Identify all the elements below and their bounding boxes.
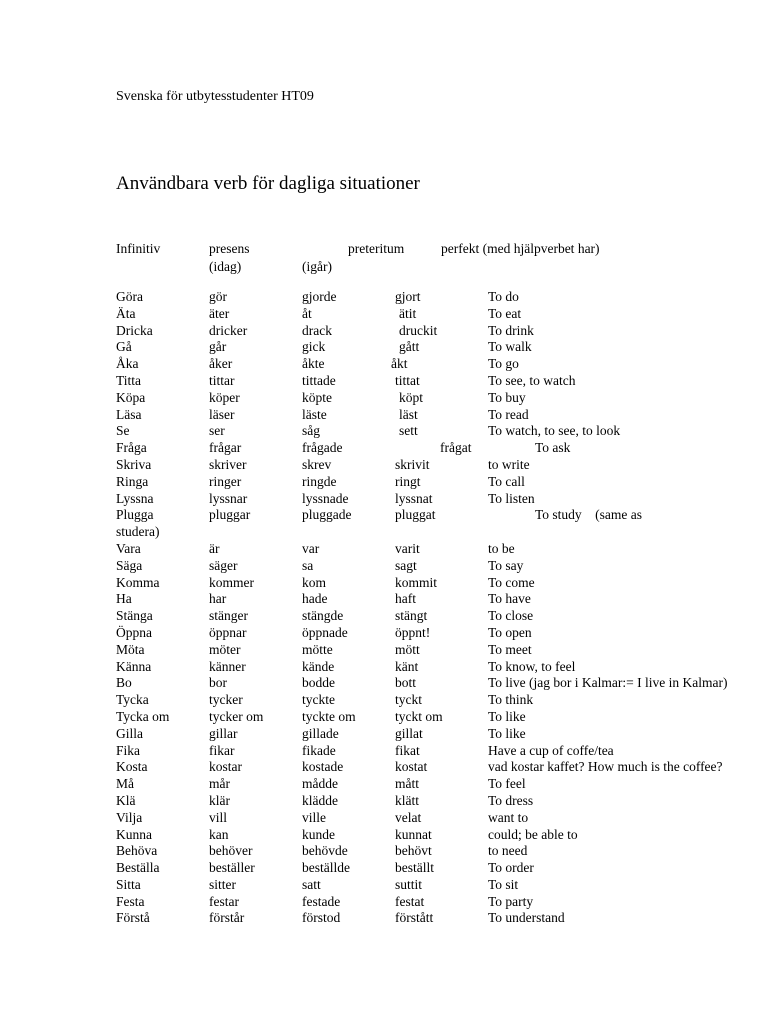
verb-cell-inf: Titta <box>116 372 142 388</box>
verb-cell-inf: Må <box>116 776 134 792</box>
verb-cell-eng: To sit <box>488 876 519 892</box>
verb-cell-inf: Dricka <box>116 322 153 338</box>
verb-row <box>0 356 768 373</box>
verb-cell-pres: förstår <box>209 910 245 926</box>
verb-cell-eng: To drink <box>488 322 534 338</box>
verb-cell-pres: känner <box>209 658 246 674</box>
verb-row <box>0 491 768 508</box>
verb-cell-perf: kunnat <box>395 826 432 842</box>
verb-row <box>0 860 768 877</box>
verb-cell-perf: pluggat <box>395 507 436 523</box>
verb-cell-inf: Gilla <box>116 725 143 741</box>
verb-row <box>0 759 768 776</box>
verb-cell-pret: klädde <box>302 792 338 808</box>
verb-row <box>0 474 768 491</box>
verb-cell-inf: Äta <box>116 305 136 321</box>
verb-cell-pret: mådde <box>302 776 338 792</box>
verb-row <box>0 877 768 894</box>
verb-cell-eng: To buy <box>488 389 526 405</box>
verb-cell-perf: sett <box>399 423 418 439</box>
verb-cell-pres: ringer <box>209 473 242 489</box>
verb-cell-inf: Tycka om <box>116 708 170 724</box>
verb-row <box>0 625 768 642</box>
verb-cell-pres: frågar <box>209 440 242 456</box>
verb-row <box>0 440 768 457</box>
verb-cell-perf: kommit <box>395 574 438 590</box>
verb-cell-inf: Vilja <box>116 809 143 825</box>
verb-cell-perf: ätit <box>399 305 417 321</box>
verb-cell-perf: mött <box>395 641 420 657</box>
verb-cell-pres: kan <box>209 826 229 842</box>
verb-cell-pres: stänger <box>209 608 248 624</box>
verb-row-continuation <box>0 524 768 541</box>
verb-cell-inf: Stänga <box>116 608 153 624</box>
verb-cell-inf: Plugga <box>116 507 154 523</box>
verb-cell-pres: festar <box>209 893 239 909</box>
verb-row <box>0 407 768 424</box>
verb-cell-eng: To like <box>488 725 526 741</box>
verb-cell-eng: to need <box>488 843 528 859</box>
verb-cell-perf: frågat <box>440 440 472 456</box>
header-preteritum: preteritum <box>348 241 405 256</box>
verb-cell-inf: Lyssna <box>116 490 154 506</box>
verb-row <box>0 692 768 709</box>
verb-cell-perf: mått <box>395 776 419 792</box>
verb-row <box>0 390 768 407</box>
verb-cell-perf: läst <box>399 406 418 422</box>
verb-cell-perf: behövt <box>395 843 432 859</box>
verb-cell-pret: bodde <box>302 675 335 691</box>
verb-cell-perf: klätt <box>395 792 419 808</box>
verb-cell-pres: kostar <box>209 759 242 775</box>
verb-cell-pres: gör <box>209 289 227 304</box>
verb-cell-perf: tyckt <box>395 692 422 708</box>
verb-cell-pret: ringde <box>302 473 337 489</box>
verb-row <box>0 507 768 524</box>
verb-cell-pret: beställde <box>302 860 350 876</box>
verb-cell-pret: sa <box>302 557 314 573</box>
verb-cell-pres: ser <box>209 423 225 439</box>
verb-cell-pres: fikar <box>209 742 235 758</box>
verb-row <box>0 675 768 692</box>
verb-row <box>0 810 768 827</box>
verb-cell-eng: To think <box>488 692 534 708</box>
verb-cell-inf: Kosta <box>116 759 148 775</box>
verb-cell-eng: To come <box>488 574 535 590</box>
verb-cell-eng: To live (jag bor i Kalmar:= I live in Kalmar) <box>488 675 728 691</box>
verb-cell-pres: har <box>209 591 227 607</box>
verb-cell-inf: Fika <box>116 742 141 758</box>
verb-cell-pres: dricker <box>209 322 248 338</box>
verb-cell-eng: Have a cup of coffe/tea <box>488 742 614 758</box>
verb-cell-pres: klär <box>209 792 230 808</box>
verb-cell-pret: öppnade <box>302 624 348 640</box>
verb-cell-pret: stängde <box>302 608 344 624</box>
verb-cell-perf: beställt <box>395 860 434 876</box>
verb-cell-pret: gick <box>302 339 326 355</box>
verb-cell-pret: lyssnade <box>302 490 349 506</box>
verb-cell-eng: To feel <box>488 776 526 792</box>
verb-cell-pres: skriver <box>209 456 247 472</box>
verb-cell-perf: gått <box>399 339 420 355</box>
verb-cell-pres: bor <box>209 675 227 691</box>
verb-cell-inf: Vara <box>116 540 141 556</box>
verb-cell-eng: want to <box>488 809 529 825</box>
verb-cell-pres: möter <box>209 641 241 657</box>
verb-cell-eng: To go <box>488 356 519 372</box>
verb-row <box>0 323 768 340</box>
verb-cell-pres: pluggar <box>209 507 251 523</box>
verb-cell-continuation: studera) <box>116 524 160 540</box>
verb-row <box>0 373 768 390</box>
header-preteritum-sub: (igår) <box>302 259 332 274</box>
header-infinitiv: Infinitiv <box>116 241 161 256</box>
verb-cell-inf: Ha <box>116 591 132 607</box>
verb-cell-eng: To like <box>488 708 526 724</box>
verb-row <box>0 659 768 676</box>
verb-row <box>0 289 768 306</box>
verb-row <box>0 339 768 356</box>
verb-cell-inf: Åka <box>116 356 139 372</box>
verb-cell-pres: tycker om <box>209 708 264 724</box>
verb-cell-pret: förstod <box>302 910 341 926</box>
verb-cell-pret: var <box>302 540 320 556</box>
verb-cell-eng: To know, to feel <box>488 658 576 674</box>
verb-row <box>0 541 768 558</box>
verb-cell-perf: varit <box>395 540 420 556</box>
verb-cell-pret: satt <box>302 876 321 892</box>
verb-row <box>0 306 768 323</box>
verb-cell-eng: To listen <box>488 490 535 506</box>
verb-cell-eng: To order <box>488 860 534 876</box>
verb-cell-eng: To say <box>488 557 524 573</box>
verb-cell-pres: åker <box>209 356 233 372</box>
verb-row <box>0 575 768 592</box>
verb-cell-pres: vill <box>209 809 228 825</box>
verb-cell-pret: kom <box>302 574 327 590</box>
verb-row <box>0 827 768 844</box>
verb-cell-pret: hade <box>302 591 328 607</box>
verb-cell-eng: To close <box>488 608 534 624</box>
verb-row <box>0 776 768 793</box>
header-presens: presens <box>209 241 250 256</box>
verb-cell-inf: Gå <box>116 339 132 355</box>
verb-cell-pret: kostade <box>302 759 344 775</box>
verb-cell-perf: suttit <box>395 876 423 892</box>
verb-cell-pret: gillade <box>302 725 339 741</box>
verb-cell-eng: To watch, to see, to look <box>488 423 621 439</box>
verb-row <box>0 726 768 743</box>
verb-cell-inf: Förstå <box>116 910 150 926</box>
verb-cell-pret: festade <box>302 893 341 909</box>
verb-cell-pres: lyssnar <box>209 490 248 506</box>
verb-cell-pret: tittade <box>302 372 336 388</box>
verb-cell-pret: tyckte om <box>302 708 356 724</box>
verb-cell-eng: To read <box>488 406 529 422</box>
verb-cell-inf: Festa <box>116 893 145 909</box>
verb-cell-inf: Öppna <box>116 624 152 640</box>
verb-row <box>0 894 768 911</box>
verb-cell-perf: gillat <box>395 725 423 741</box>
verb-cell-pret: behövde <box>302 843 348 859</box>
verb-cell-inf: Möta <box>116 641 145 657</box>
verb-row <box>0 591 768 608</box>
verb-cell-pres: är <box>209 540 220 556</box>
verb-cell-perf: tittat <box>395 372 420 388</box>
verb-cell-pret: ville <box>302 809 326 825</box>
verb-cell-perf: stängt <box>395 608 428 624</box>
header-perfekt: perfekt (med hjälpverbet har) <box>441 241 600 256</box>
verb-cell-inf: Kunna <box>116 826 152 842</box>
verb-cell-perf: lyssnat <box>395 490 433 506</box>
verb-cell-eng: To walk <box>488 339 532 355</box>
verb-cell-pret: tyckte <box>302 692 335 708</box>
verb-cell-pret: skrev <box>302 456 332 472</box>
page-title: Användbara verb för dagliga situationer <box>116 173 420 194</box>
verb-cell-pret: såg <box>302 423 320 439</box>
verb-cell-pres: läser <box>209 406 235 422</box>
verb-table <box>0 289 768 927</box>
verb-cell-perf: ringt <box>395 473 421 489</box>
verb-cell-perf: haft <box>395 591 416 607</box>
verb-cell-eng: To see, to watch <box>488 372 576 388</box>
verb-row <box>0 709 768 726</box>
verb-cell-inf: Klä <box>116 792 136 808</box>
verb-cell-pret: pluggade <box>302 507 352 523</box>
verb-cell-pret: kände <box>302 658 335 674</box>
verb-cell-inf: Komma <box>116 574 160 590</box>
verb-cell-perf: öppnt! <box>395 624 431 640</box>
verb-cell-inf: Beställa <box>116 860 160 876</box>
verb-cell-eng: To ask <box>535 440 571 456</box>
verb-cell-pret: kunde <box>302 826 335 842</box>
verb-cell-pres: behöver <box>209 843 253 859</box>
verb-row <box>0 558 768 575</box>
verb-cell-pres: går <box>209 339 227 355</box>
verb-row <box>0 608 768 625</box>
verb-cell-inf: Tycka <box>116 692 149 708</box>
verb-cell-pret: gjorde <box>302 289 337 304</box>
verb-cell-pres: tittar <box>209 372 235 388</box>
header-presens-sub: (idag) <box>209 259 242 274</box>
verb-cell-perf: bott <box>395 675 417 691</box>
verb-cell-pres: gillar <box>209 725 238 741</box>
verb-cell-inf: Se <box>116 423 130 439</box>
verb-cell-inf: Känna <box>116 658 152 674</box>
verb-cell-perf: köpt <box>399 389 424 405</box>
verb-cell-perf: fikat <box>395 742 420 758</box>
verb-cell-eng: To open <box>488 624 532 640</box>
verb-cell-eng: To eat <box>488 305 522 321</box>
verb-row <box>0 423 768 440</box>
verb-cell-pres: mår <box>209 776 230 792</box>
verb-cell-eng: To party <box>488 893 534 909</box>
verb-cell-pret: åkte <box>302 356 325 372</box>
verb-cell-pret: åt <box>302 305 312 321</box>
verb-cell-inf: Behöva <box>116 843 158 859</box>
verb-cell-pret: läste <box>302 406 327 422</box>
verb-row <box>0 910 768 927</box>
verb-cell-eng: to write <box>488 456 530 472</box>
verb-cell-perf: åkt <box>391 356 408 372</box>
verb-cell-perf: tyckt om <box>395 708 443 724</box>
verb-cell-perf: skrivit <box>395 456 430 472</box>
verb-cell-eng: To dress <box>488 792 534 808</box>
verb-cell-pret: frågade <box>302 440 343 456</box>
verb-row <box>0 457 768 474</box>
verb-cell-perf: festat <box>395 893 425 909</box>
verb-cell-eng: to be <box>488 540 515 556</box>
verb-cell-pres: sitter <box>209 876 236 892</box>
verb-cell-perf: velat <box>395 809 422 825</box>
verb-row <box>0 743 768 760</box>
verb-cell-inf: Ringa <box>116 473 149 489</box>
verb-cell-pres: öppnar <box>209 624 247 640</box>
verb-cell-perf: sagt <box>395 557 417 573</box>
verb-cell-pret: köpte <box>302 389 332 405</box>
verb-cell-eng: To call <box>488 473 525 489</box>
verb-cell-pres: äter <box>209 305 230 321</box>
verb-cell-inf: Bo <box>116 675 132 691</box>
verb-cell-perf: kostat <box>395 759 428 775</box>
verb-cell-eng: To do <box>488 289 519 304</box>
verb-cell-pres: kommer <box>209 574 254 590</box>
verb-cell-inf: Skriva <box>116 456 152 472</box>
course-line: Svenska för utbytesstudenter HT09 <box>116 89 314 104</box>
verb-cell-inf: Läsa <box>116 406 142 422</box>
verb-cell-inf: Fråga <box>116 440 147 456</box>
verb-cell-pret: fikade <box>302 742 336 758</box>
verb-cell-pres: köper <box>209 389 240 405</box>
verb-cell-pres: säger <box>209 557 238 573</box>
verb-cell-pres: beställer <box>209 860 255 876</box>
verb-cell-eng: To understand <box>488 910 565 926</box>
verb-row <box>0 843 768 860</box>
verb-cell-perf: druckit <box>399 322 438 338</box>
verb-cell-pret: mötte <box>302 641 333 657</box>
verb-cell-pres: tycker <box>209 692 243 708</box>
verb-cell-inf: Sitta <box>116 876 141 892</box>
verb-cell-eng: vad kostar kaffet? How much is the coffee? <box>488 759 723 775</box>
verb-cell-eng: To study (same as <box>535 507 643 523</box>
verb-row <box>0 793 768 810</box>
verb-row <box>0 642 768 659</box>
verb-cell-eng: could; be able to <box>488 826 578 842</box>
verb-cell-perf: känt <box>395 658 419 674</box>
verb-cell-inf: Köpa <box>116 389 146 405</box>
verb-cell-pret: drack <box>302 322 332 338</box>
verb-cell-eng: To have <box>488 591 531 607</box>
verb-cell-perf: gjort <box>395 289 421 304</box>
verb-cell-inf: Säga <box>116 557 143 573</box>
verb-cell-eng: To meet <box>488 641 532 657</box>
verb-cell-inf: Göra <box>116 289 143 304</box>
verb-cell-perf: förstått <box>395 910 434 926</box>
